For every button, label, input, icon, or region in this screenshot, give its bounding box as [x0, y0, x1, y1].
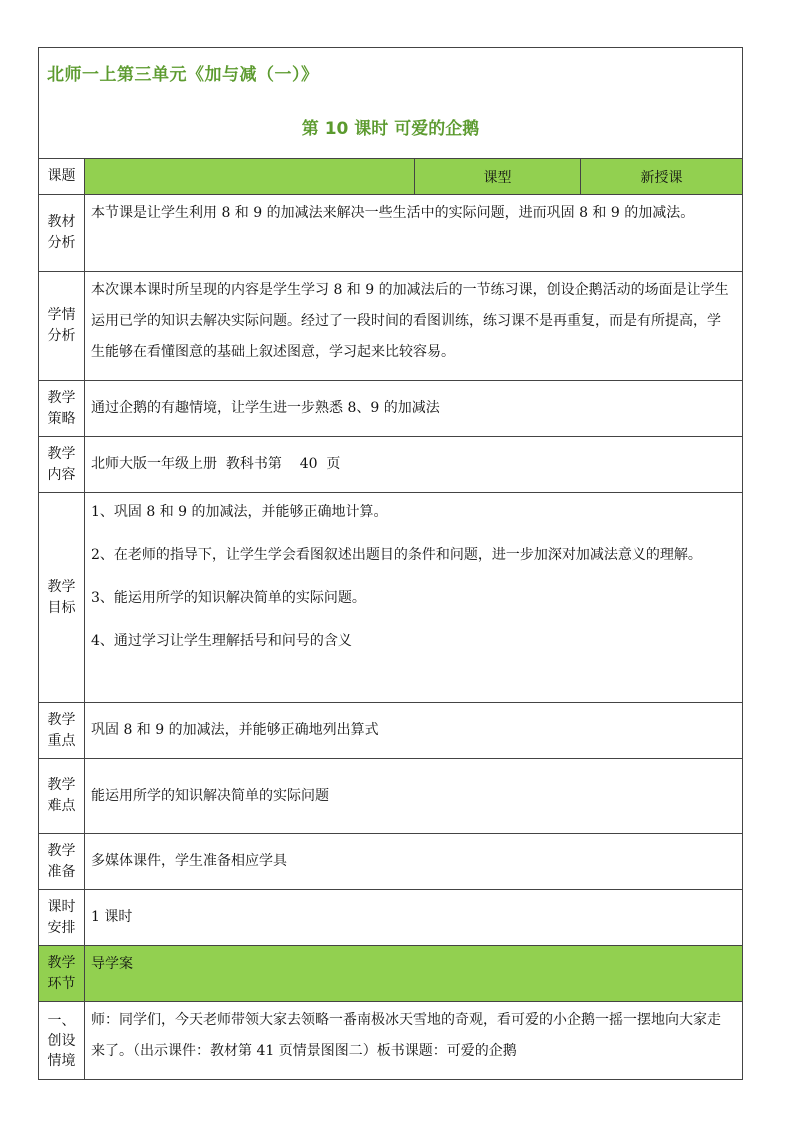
schedule-text: 1 课时 — [91, 909, 133, 925]
goal-item: 4、通过学习让学生理解括号和问号的含义 — [91, 633, 352, 649]
key-points-row — [39, 703, 742, 759]
info-row — [39, 159, 742, 195]
difficulties-row — [39, 759, 742, 834]
process-row — [39, 946, 742, 1002]
topic-label: 课题 — [39, 159, 85, 194]
row-label: 学情分析 — [39, 272, 85, 380]
preparation-text: 多媒体课件，学生准备相应学具 — [91, 853, 287, 869]
goals-row — [39, 493, 742, 703]
row-content — [85, 195, 742, 271]
content-row — [39, 437, 742, 493]
row-label: 教学策略 — [39, 381, 85, 436]
process-text: 导学案 — [91, 956, 133, 972]
row-content — [85, 703, 742, 758]
row-content — [85, 759, 742, 833]
title-block — [39, 48, 742, 159]
type-label-cell: 课型 — [415, 159, 581, 194]
row-content — [85, 946, 742, 1001]
row-label: 教学内容 — [39, 437, 85, 492]
row-label: 教学重点 — [39, 703, 85, 758]
strategy-row — [39, 381, 742, 437]
unit-title: 北师一上第三单元《加与减（一）》 — [47, 65, 319, 85]
scene-text: 师：同学们，今天老师带领大家去领略一番南极冰天雪地的奇观，看可爱的小企鹅一摇一摆地向大家走来了。（出示课件：教材第 41 页情景图图二）板书课题：可爱的企鹅 — [91, 1012, 721, 1059]
row-content — [85, 1002, 742, 1079]
lesson-title: 第 10 课时 可爱的企鹅 — [301, 119, 480, 139]
strategy-text: 通过企鹅的有趣情境，让学生进一步熟悉 8、9 的加减法 — [91, 400, 440, 416]
row-content — [85, 890, 742, 945]
row-label: 教学目标 — [39, 493, 85, 702]
row-content — [85, 493, 742, 702]
difficulties-text: 能运用所学的知识解决简单的实际问题 — [91, 787, 329, 804]
row-content — [85, 834, 742, 889]
goal-item: 3、能运用所学的知识解决简单的实际问题。 — [91, 590, 366, 606]
type-value-cell: 新授课 — [581, 159, 742, 194]
row-content — [85, 437, 742, 492]
students-row — [39, 272, 742, 381]
row-label: 一、创设情境 — [39, 1002, 85, 1079]
row-content — [85, 381, 742, 436]
row-content — [85, 272, 742, 380]
row-label: 教学难点 — [39, 759, 85, 833]
preparation-row — [39, 834, 742, 890]
schedule-row — [39, 890, 742, 946]
row-label: 教学环节 — [39, 946, 85, 1001]
scene-row — [39, 1002, 742, 1079]
material-row — [39, 195, 742, 272]
lesson-plan-table — [38, 47, 743, 1080]
students-text: 本次课本课时所呈现的内容是学生学习 8 和 9 的加减法后的一节练习课，创设企鹅活动的场面是让学生运用已学的知识去解决实际问题。经过了一段时间的看图训练，练习课不是再重复，而是有所提高，学生能够在看懂图意的基础上叙述图意，学习起来比较容易。 — [91, 282, 729, 360]
row-label: 教学准备 — [39, 834, 85, 889]
row-label: 教材分析 — [39, 195, 85, 271]
content-text: 北师大版一年级上册 教科书第 40 页 — [91, 456, 341, 472]
topic-value-cell — [85, 159, 415, 194]
row-label: 课时安排 — [39, 890, 85, 945]
material-text: 本节课是让学生利用 8 和 9 的加减法来解决一些生活中的实际问题，进而巩固 8 和 9 的加减法。 — [91, 205, 695, 221]
goal-item: 1、巩固 8 和 9 的加减法，并能够正确地计算。 — [91, 504, 388, 520]
key-points-text: 巩固 8 和 9 的加减法，并能够正确地列出算式 — [91, 722, 379, 738]
goal-item: 2、在老师的指导下，让学生学会看图叙述出题目的条件和问题，进一步加深对加减法意义的理解。 — [91, 547, 702, 563]
